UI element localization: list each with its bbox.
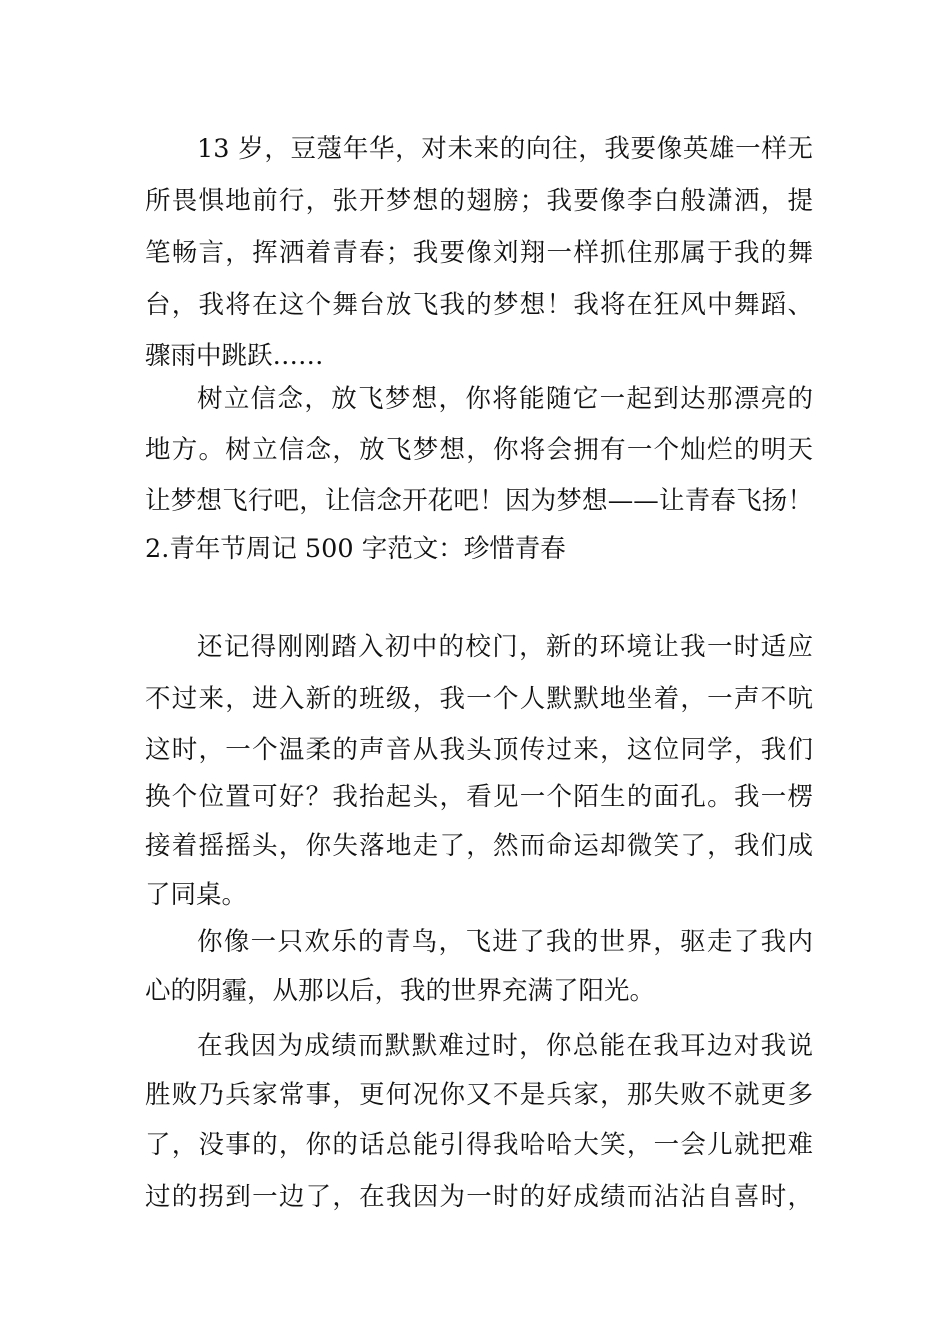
- paragraph-line: 接着摇摇头，你失落地走了，然而命运却微笑了，我们成: [145, 831, 813, 861]
- paragraph-line: 骤雨中跳跃……: [145, 341, 324, 371]
- paragraph-line: 过的拐到一边了，在我因为一时的好成绩而沾沾自喜时，: [145, 1182, 813, 1212]
- paragraph-line: 还记得刚刚踏入初中的校门，新的环境让我一时适应: [197, 632, 813, 662]
- paragraph-line: 换个位置可好？我抬起头，看见一个陌生的面孔。我一楞: [145, 782, 813, 812]
- paragraph-line: 笔畅言，挥洒着青春；我要像刘翔一样抓住那属于我的舞: [145, 238, 813, 268]
- paragraph-line: 台，我将在这个舞台放飞我的梦想！我将在狂风中舞蹈、: [145, 290, 813, 320]
- paragraph-line: 了同桌。: [145, 880, 248, 910]
- paragraph-line: 13 岁，豆蔻年华，对未来的向往，我要像英雄一样无: [197, 134, 813, 164]
- paragraph-line: 地方。树立信念，放飞梦想，你将会拥有一个灿烂的明天: [145, 435, 813, 465]
- paragraph-line: 在我因为成绩而默默难过时，你总能在我耳边对我说: [197, 1031, 813, 1061]
- paragraph-line: 不过来，进入新的班级，我一个人默默地坐着，一声不吭: [145, 684, 813, 714]
- paragraph-line: 树立信念，放飞梦想，你将能随它一起到达那漂亮的: [197, 384, 813, 414]
- section-heading: 2.青年节周记 500 字范文：珍惜青春: [145, 534, 566, 564]
- paragraph-line: 所畏惧地前行，张开梦想的翅膀；我要像李白般潇洒，提: [145, 186, 813, 216]
- paragraph-line: 你像一只欢乐的青鸟，飞进了我的世界，驱走了我内: [197, 927, 813, 957]
- paragraph-line: 心的阴霾，从那以后，我的世界充满了阳光。: [145, 976, 656, 1006]
- paragraph-line: 了，没事的，你的话总能引得我哈哈大笑，一会儿就把难: [145, 1130, 813, 1160]
- paragraph-line: 胜败乃兵家常事，更何况你又不是兵家，那失败不就更多: [145, 1080, 813, 1110]
- paragraph-line: 让梦想飞行吧，让信念开花吧！因为梦想——让青春飞扬！: [145, 486, 813, 516]
- paragraph-line: 这时，一个温柔的声音从我头顶传过来，这位同学，我们: [145, 735, 813, 765]
